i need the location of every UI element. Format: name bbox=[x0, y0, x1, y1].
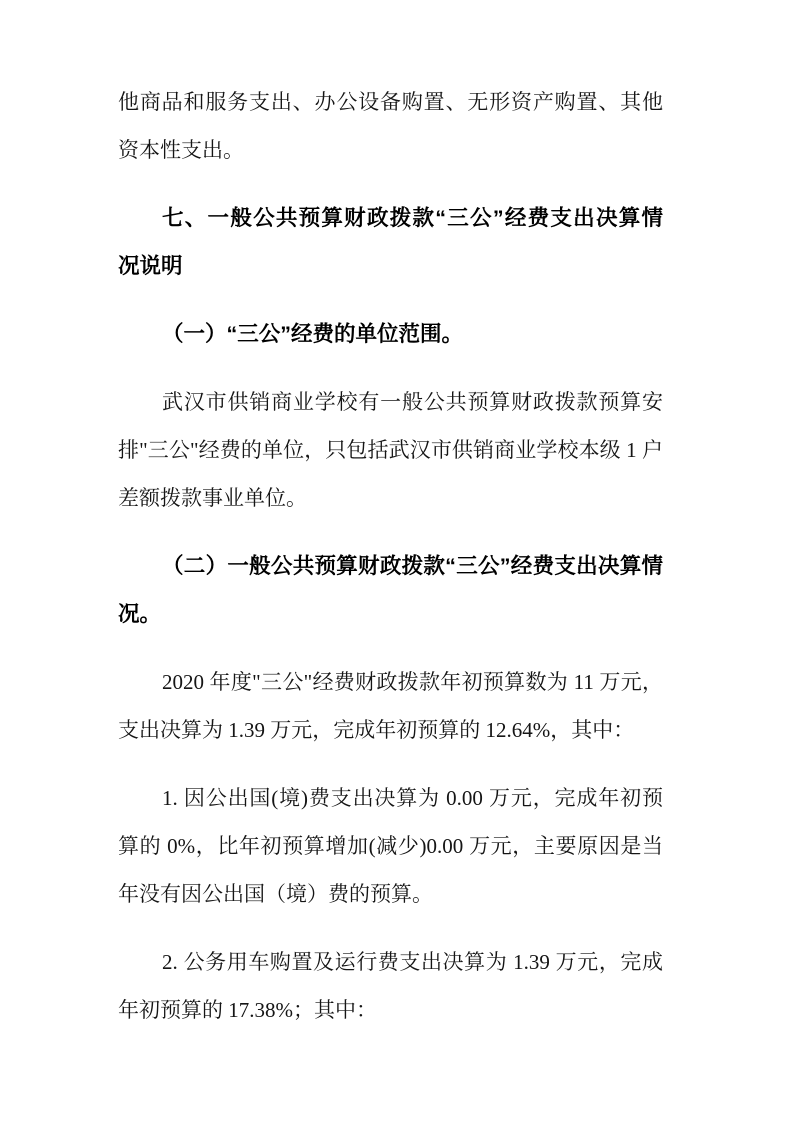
text-line: 排"三公"经费的单位，只包括武汉市供销商业学校本级 1 户 bbox=[118, 438, 663, 462]
section-heading bbox=[118, 310, 663, 358]
text-line: 武汉市供销商业学校有一般公共预算财政拨款预算安 bbox=[162, 390, 663, 414]
text-line: 1. 因公出国(境)费支出决算为 0.00 万元，完成年初预 bbox=[162, 786, 663, 810]
text-line: 年初预算的 17.38%；其中： bbox=[118, 998, 377, 1022]
text-line: 差额拨款事业单位。 bbox=[118, 486, 307, 510]
text-line: 况说明 bbox=[118, 254, 183, 278]
text-line: 年没有因公出国（境）费的预算。 bbox=[118, 882, 433, 906]
body-paragraph bbox=[118, 938, 663, 1034]
text-line: 算的 0%，比年初预算增加(减少)0.00 万元，主要原因是当 bbox=[118, 834, 663, 858]
text-line: 资本性支出。 bbox=[118, 138, 244, 162]
body-paragraph bbox=[118, 378, 663, 522]
document-content bbox=[118, 78, 663, 1054]
text-line: （一）“三公”经费的单位范围。 bbox=[162, 322, 464, 346]
section-heading bbox=[118, 194, 663, 290]
text-line: 支出决算为 1.39 万元，完成年初预算的 12.64%，其中： bbox=[118, 718, 635, 742]
body-paragraph bbox=[118, 658, 663, 754]
text-line: （二）一般公共预算财政拨款“三公”经费支出决算情 bbox=[162, 554, 663, 578]
text-line: 他商品和服务支出、办公设备购置、无形资产购置、其他 bbox=[118, 90, 663, 114]
body-paragraph bbox=[118, 774, 663, 918]
section-heading bbox=[118, 542, 663, 638]
text-line: 七、一般公共预算财政拨款“三公”经费支出决算情 bbox=[162, 206, 663, 230]
text-line: 况。 bbox=[118, 602, 162, 626]
text-line: 2. 公务用车购置及运行费支出决算为 1.39 万元，完成 bbox=[162, 950, 663, 974]
body-paragraph bbox=[118, 78, 663, 174]
text-line: 2020 年度"三公"经费财政拨款年初预算数为 11 万元， bbox=[162, 670, 663, 694]
